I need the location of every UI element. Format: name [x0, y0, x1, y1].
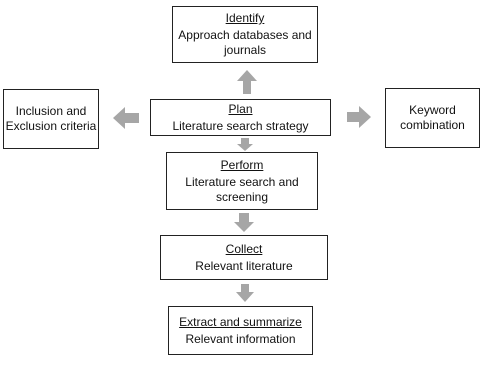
arrow-up-to-identify	[237, 70, 257, 94]
identify-box	[172, 6, 318, 63]
keyword-box	[385, 88, 480, 148]
keyword-body: Keyword combination	[400, 103, 465, 132]
collect-title: Collect	[225, 241, 263, 256]
plan-box	[150, 99, 331, 136]
extract-title: Extract and summarize	[179, 314, 302, 329]
collect-body: Relevant literature	[195, 258, 293, 273]
arrow-down-to-collect	[234, 213, 254, 232]
arrow-right-to-keyword	[347, 106, 371, 128]
perform-box	[166, 152, 318, 210]
arrow-down-to-extract	[236, 284, 254, 302]
arrow-down-to-perform	[237, 138, 253, 151]
perform-body: Literature search and screening	[185, 174, 299, 204]
identify-title: Identify	[225, 11, 265, 25]
plan-title: Plan	[228, 101, 253, 116]
inclusion-box	[3, 89, 99, 149]
arrow-left-to-inclusion	[113, 107, 139, 129]
identify-body: Approach databases and journals	[178, 28, 312, 57]
plan-body: Literature search strategy	[172, 118, 309, 133]
inclusion-body: Inclusion and Exclusion criteria	[5, 104, 97, 133]
collect-box	[160, 235, 328, 280]
extract-box	[168, 306, 313, 355]
extract-body: Relevant information	[185, 331, 296, 346]
perform-title: Perform	[220, 157, 264, 172]
